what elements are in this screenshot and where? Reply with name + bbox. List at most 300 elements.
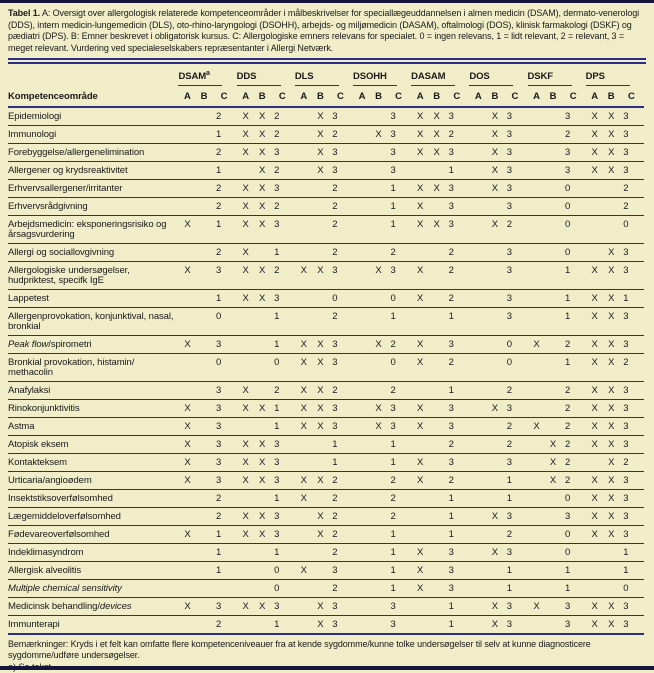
cell-dskf-a: X (528, 336, 546, 354)
cell-dskf-b (546, 544, 561, 562)
cell-dsohh-c: 0 (386, 290, 411, 308)
cell-dls-a (295, 544, 313, 562)
cell-dsam-a (178, 308, 196, 336)
cell-dds-a (237, 354, 255, 382)
cell-dasam-a: X (411, 180, 429, 198)
cell-dsohh-b: X (371, 262, 386, 290)
cell-dds-a (237, 308, 255, 336)
table-row (8, 144, 644, 162)
table-row (8, 490, 644, 508)
cell-dsam-b (197, 472, 212, 490)
cell-dsam-b (197, 144, 212, 162)
cell-dsam-c: 0 (212, 308, 237, 336)
cell-dasam-c: 2 (444, 262, 469, 290)
cell-dskf-a (528, 472, 546, 490)
cell-dskf-c: 1 (561, 290, 586, 308)
cell-dsohh-c: 2 (386, 382, 411, 400)
cell-dasam-a: X (411, 354, 429, 382)
table-row (8, 354, 644, 382)
competence-column-label: Kompetenceområde (8, 88, 178, 107)
cell-dsohh-b (371, 354, 386, 382)
cell-dsohh-b (371, 107, 386, 126)
cell-dos-b: X (487, 598, 502, 616)
cell-dasam-a: X (411, 216, 429, 244)
cell-dasam-b (429, 418, 444, 436)
cell-dsam-a: X (178, 526, 196, 544)
cell-dls-c: 3 (328, 562, 353, 580)
cell-dds-b: X (255, 290, 270, 308)
cell-dps-c: 2 (619, 454, 644, 472)
cell-dskf-b (546, 216, 561, 244)
cell-dasam-c: 3 (444, 544, 469, 562)
cell-dps-b: X (604, 472, 619, 490)
cell-dls-a: X (295, 336, 313, 354)
cell-dsohh-c: 1 (386, 308, 411, 336)
subcol-dsam-b: B (197, 88, 212, 107)
cell-dsam-b (197, 262, 212, 290)
cell-dos-c: 3 (502, 107, 527, 126)
cell-dps-c: 3 (619, 244, 644, 262)
group-name: DASAM (411, 70, 446, 82)
cell-dskf-c: 0 (561, 244, 586, 262)
cell-dos-c: 3 (502, 454, 527, 472)
cell-dps-c: 3 (619, 308, 644, 336)
cell-dsohh-b (371, 244, 386, 262)
cell-dsohh-b (371, 308, 386, 336)
cell-dskf-c: 1 (561, 354, 586, 382)
cell-dos-c: 3 (502, 508, 527, 526)
cell-dls-a (295, 126, 313, 144)
cell-dos-c: 3 (502, 400, 527, 418)
cell-dsohh-b (371, 216, 386, 244)
cell-dskf-b (546, 382, 561, 400)
cell-dskf-a (528, 382, 546, 400)
cell-dps-c: 3 (619, 107, 644, 126)
cell-dls-a: X (295, 472, 313, 490)
cell-dasam-a (411, 598, 429, 616)
cell-dsam-a (178, 354, 196, 382)
cell-dos-a (469, 354, 487, 382)
cell-dskf-c: 1 (561, 308, 586, 336)
cell-dskf-b (546, 162, 561, 180)
cell-dsam-a (178, 290, 196, 308)
row-label: Multiple chemical sensitivity (8, 580, 178, 598)
cell-dls-b (313, 180, 328, 198)
cell-dps-a (586, 180, 604, 198)
cell-dsohh-a (353, 162, 371, 180)
cell-dos-c: 2 (502, 382, 527, 400)
cell-dls-b (313, 490, 328, 508)
cell-dsam-c: 3 (212, 436, 237, 454)
cell-dds-c: 1 (270, 544, 295, 562)
cell-dds-a (237, 580, 255, 598)
cell-dds-c: 1 (270, 490, 295, 508)
cell-dos-b: X (487, 162, 502, 180)
cell-dskf-c: 0 (561, 490, 586, 508)
cell-dos-c: 3 (502, 616, 527, 635)
cell-dasam-c: 1 (444, 616, 469, 635)
cell-dls-a (295, 162, 313, 180)
cell-dsam-c: 3 (212, 262, 237, 290)
cell-dsam-b (197, 562, 212, 580)
row-label: Anafylaksi (8, 382, 178, 400)
cell-dps-b: X (604, 244, 619, 262)
subcol-dasam-b: B (429, 88, 444, 107)
cell-dasam-a: X (411, 418, 429, 436)
subcol-dasam-a: A (411, 88, 429, 107)
cell-dls-b: X (313, 598, 328, 616)
cell-dls-a (295, 526, 313, 544)
cell-dsam-b (197, 180, 212, 198)
cell-dasam-b: X (429, 180, 444, 198)
cell-dls-a: X (295, 382, 313, 400)
cell-dsam-c (212, 580, 237, 598)
table-row (8, 198, 644, 216)
cell-dskf-c: 3 (561, 508, 586, 526)
cell-dsohh-a (353, 544, 371, 562)
cell-dasam-b: X (429, 216, 444, 244)
cell-dos-a (469, 490, 487, 508)
cell-dasam-b (429, 308, 444, 336)
cell-dos-b (487, 562, 502, 580)
cell-dasam-b (429, 598, 444, 616)
cell-dskf-c: 2 (561, 436, 586, 454)
cell-dls-b: X (313, 616, 328, 635)
cell-dskf-b (546, 562, 561, 580)
cell-dos-c: 0 (502, 336, 527, 354)
cell-dds-c: 3 (270, 526, 295, 544)
subcol-dsohh-b: B (371, 88, 386, 107)
cell-dds-a (237, 490, 255, 508)
cell-dps-b (604, 562, 619, 580)
cell-dsohh-c: 1 (386, 436, 411, 454)
cell-dasam-a: X (411, 454, 429, 472)
cell-dps-a: X (586, 382, 604, 400)
cell-dsam-b (197, 418, 212, 436)
cell-dasam-c: 1 (444, 526, 469, 544)
cell-dsam-b (197, 526, 212, 544)
cell-dsohh-a (353, 126, 371, 144)
cell-dos-b: X (487, 400, 502, 418)
cell-dos-a (469, 400, 487, 418)
cell-dsohh-b (371, 472, 386, 490)
cell-dsohh-c: 1 (386, 580, 411, 598)
cell-dds-a (237, 418, 255, 436)
cell-dps-a: X (586, 308, 604, 336)
cell-dskf-b (546, 180, 561, 198)
cell-dos-b (487, 454, 502, 472)
cell-dsam-a (178, 544, 196, 562)
table-row (8, 472, 644, 490)
cell-dskf-c: 3 (561, 598, 586, 616)
row-label: Rinokonjunktivitis (8, 400, 178, 418)
cell-dls-a (295, 107, 313, 126)
cell-dsohh-c: 3 (386, 126, 411, 144)
cell-dsam-b (197, 244, 212, 262)
cell-dps-a (586, 216, 604, 244)
cell-dsohh-a (353, 508, 371, 526)
cell-dps-a (586, 562, 604, 580)
cell-dls-a (295, 436, 313, 454)
group-header-dls (295, 70, 353, 89)
cell-dds-b (255, 244, 270, 262)
cell-dds-b (255, 382, 270, 400)
table-caption (8, 8, 646, 54)
cell-dsam-b (197, 436, 212, 454)
cell-dsam-a (178, 490, 196, 508)
cell-dsohh-c: 3 (386, 400, 411, 418)
cell-dps-b: X (604, 526, 619, 544)
cell-dsohh-c: 3 (386, 616, 411, 635)
cell-dos-c: 1 (502, 580, 527, 598)
group-underline (528, 85, 572, 87)
cell-dls-c: 3 (328, 598, 353, 616)
cell-dds-c: 0 (270, 354, 295, 382)
table-row (8, 308, 644, 336)
cell-dds-a (237, 562, 255, 580)
cell-dsam-a: X (178, 216, 196, 244)
cell-dskf-a: X (528, 418, 546, 436)
cell-dsohh-a (353, 454, 371, 472)
cell-dasam-b (429, 490, 444, 508)
cell-dasam-a (411, 526, 429, 544)
cell-dps-b: X (604, 400, 619, 418)
cell-dos-a (469, 107, 487, 126)
cell-dos-b: X (487, 126, 502, 144)
row-label: Allergenprovokation, konjunktival, nasal, bronkial (8, 308, 178, 336)
cell-dos-c: 3 (502, 126, 527, 144)
empty-corner (8, 70, 178, 89)
cell-dds-b: X (255, 198, 270, 216)
cell-dds-b: X (255, 262, 270, 290)
group-name: DSKF (527, 70, 553, 82)
table-row (8, 262, 644, 290)
cell-dsam-c: 0 (212, 354, 237, 382)
subcol-dsam-a: A (178, 88, 196, 107)
cell-dps-a: X (586, 418, 604, 436)
subcol-dskf-a: A (528, 88, 546, 107)
cell-dds-a: X (237, 290, 255, 308)
cell-dsohh-c: 3 (386, 598, 411, 616)
subcol-dos-a: A (469, 88, 487, 107)
cell-dps-c: 3 (619, 144, 644, 162)
cell-dsam-a (178, 382, 196, 400)
cell-dos-c: 3 (502, 180, 527, 198)
cell-dskf-a (528, 436, 546, 454)
cell-dps-b (604, 580, 619, 598)
cell-dls-a (295, 454, 313, 472)
cell-dsam-b (197, 290, 212, 308)
cell-dskf-c: 2 (561, 472, 586, 490)
cell-dps-a: X (586, 508, 604, 526)
cell-dps-a: X (586, 436, 604, 454)
subcol-dls-b: B (313, 88, 328, 107)
cell-dps-a: X (586, 144, 604, 162)
row-label: Insektstiksoverfølsomhed (8, 490, 178, 508)
cell-dasam-c: 2 (444, 472, 469, 490)
cell-dps-b: X (604, 336, 619, 354)
subcol-dds-b: B (255, 88, 270, 107)
cell-dds-a: X (237, 436, 255, 454)
cell-dos-b: X (487, 544, 502, 562)
cell-dasam-a: X (411, 400, 429, 418)
group-header-dskf (528, 70, 586, 89)
cell-dls-b (313, 562, 328, 580)
cell-dps-b: X (604, 262, 619, 290)
cell-dsam-b (197, 544, 212, 562)
cell-dskf-b: X (546, 472, 561, 490)
cell-dos-b (487, 198, 502, 216)
cell-dsohh-b (371, 544, 386, 562)
cell-dos-a (469, 308, 487, 336)
cell-dasam-a: X (411, 144, 429, 162)
table-row (8, 216, 644, 244)
cell-dds-a: X (237, 454, 255, 472)
cell-dos-a (469, 290, 487, 308)
cell-dps-b: X (604, 382, 619, 400)
cell-dsohh-c: 1 (386, 180, 411, 198)
cell-dls-a (295, 216, 313, 244)
cell-dsohh-a (353, 354, 371, 382)
cell-dls-c: 2 (328, 216, 353, 244)
row-label: Fødevareoverfølsomhed (8, 526, 178, 544)
cell-dps-b: X (604, 308, 619, 336)
cell-dsam-b (197, 382, 212, 400)
cell-dos-b (487, 290, 502, 308)
cell-dds-b (255, 418, 270, 436)
cell-dsohh-a (353, 472, 371, 490)
cell-dos-b (487, 336, 502, 354)
cell-dskf-b (546, 107, 561, 126)
cell-dskf-c: 3 (561, 162, 586, 180)
cell-dsohh-c: 2 (386, 244, 411, 262)
cell-dasam-a (411, 616, 429, 635)
cell-dps-b (604, 544, 619, 562)
subcol-dos-c: C (502, 88, 527, 107)
group-name: DPS (585, 70, 605, 82)
cell-dos-c: 1 (502, 562, 527, 580)
cell-dls-c: 3 (328, 354, 353, 382)
cell-dasam-a: X (411, 580, 429, 598)
cell-dasam-c: 3 (444, 562, 469, 580)
cell-dasam-c: 3 (444, 216, 469, 244)
subcol-dasam-c: C (444, 88, 469, 107)
cell-dps-c: 3 (619, 526, 644, 544)
row-label: Allergisk alveolitis (8, 562, 178, 580)
cell-dsohh-a (353, 436, 371, 454)
row-label: Astma (8, 418, 178, 436)
cell-dds-c: 1 (270, 616, 295, 635)
cell-dls-b: X (313, 400, 328, 418)
cell-dskf-c: 0 (561, 180, 586, 198)
cell-dds-a: X (237, 382, 255, 400)
cell-dasam-c: 3 (444, 198, 469, 216)
cell-dps-c: 2 (619, 180, 644, 198)
cell-dsam-c: 2 (212, 244, 237, 262)
cell-dls-c: 2 (328, 544, 353, 562)
subcol-dps-c: C (619, 88, 644, 107)
cell-dsohh-b: X (371, 400, 386, 418)
cell-dskf-b (546, 598, 561, 616)
subcolumn-header-row (8, 88, 644, 107)
cell-dps-a: X (586, 616, 604, 635)
cell-dskf-b (546, 144, 561, 162)
cell-dps-c: 3 (619, 508, 644, 526)
row-label: Epidemiologi (8, 107, 178, 126)
cell-dasam-a: X (411, 544, 429, 562)
cell-dskf-a (528, 216, 546, 244)
group-underline (353, 85, 397, 87)
table-row (8, 418, 644, 436)
cell-dskf-b (546, 336, 561, 354)
cell-dskf-a (528, 290, 546, 308)
cell-dasam-b (429, 544, 444, 562)
cell-dps-a: X (586, 472, 604, 490)
table-row (8, 616, 644, 635)
cell-dos-c: 3 (502, 598, 527, 616)
cell-dskf-b (546, 418, 561, 436)
cell-dasam-a: X (411, 562, 429, 580)
cell-dds-b: X (255, 454, 270, 472)
row-label: Lægemiddeloverfølsomhed (8, 508, 178, 526)
row-label: Immunologi (8, 126, 178, 144)
cell-dps-b: X (604, 598, 619, 616)
cell-dsohh-c: 1 (386, 526, 411, 544)
cell-dps-a: X (586, 490, 604, 508)
group-underline (237, 85, 281, 87)
cell-dsohh-a (353, 290, 371, 308)
cell-dsam-b (197, 107, 212, 126)
group-header-dps (586, 70, 644, 89)
cell-dps-a (586, 198, 604, 216)
cell-dls-c: 1 (328, 454, 353, 472)
cell-dos-c: 2 (502, 418, 527, 436)
cell-dasam-b (429, 400, 444, 418)
cell-dds-c: 3 (270, 472, 295, 490)
cell-dsohh-c: 1 (386, 454, 411, 472)
cell-dps-b: X (604, 126, 619, 144)
cell-dasam-a: X (411, 290, 429, 308)
cell-dsohh-a (353, 400, 371, 418)
cell-dasam-a: X (411, 472, 429, 490)
cell-dsohh-b (371, 436, 386, 454)
cell-dasam-c: 3 (444, 144, 469, 162)
cell-dps-c: 3 (619, 598, 644, 616)
cell-dskf-c: 3 (561, 144, 586, 162)
cell-dds-c: 1 (270, 336, 295, 354)
cell-dds-a: X (237, 198, 255, 216)
cell-dasam-c: 1 (444, 598, 469, 616)
cell-dskf-a: X (528, 598, 546, 616)
cell-dasam-c: 1 (444, 308, 469, 336)
cell-dps-c: 1 (619, 544, 644, 562)
cell-dos-a (469, 382, 487, 400)
row-label: Immunterapi (8, 616, 178, 635)
cell-dos-a (469, 262, 487, 290)
cell-dsohh-a (353, 216, 371, 244)
cell-dps-b (604, 180, 619, 198)
subcol-dls-a: A (295, 88, 313, 107)
cell-dasam-b (429, 508, 444, 526)
table-row (8, 598, 644, 616)
cell-dls-a (295, 180, 313, 198)
cell-dsam-c: 2 (212, 616, 237, 635)
cell-dps-c: 0 (619, 580, 644, 598)
cell-dos-b: X (487, 180, 502, 198)
cell-dsam-b (197, 216, 212, 244)
cell-dds-a: X (237, 180, 255, 198)
cell-dps-a (586, 544, 604, 562)
